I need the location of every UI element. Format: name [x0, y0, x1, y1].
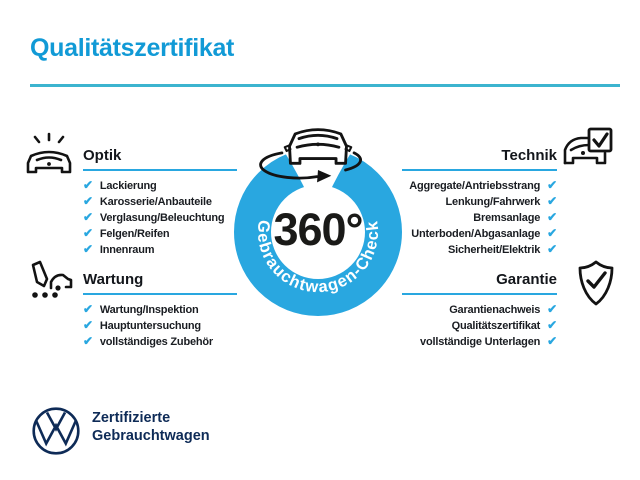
list-item [452, 318, 557, 334]
list-item [473, 210, 557, 226]
item-label: Qualitätszertifikat [451, 320, 541, 332]
item-label: vollständiges Zubehör [99, 336, 214, 348]
section-heading-garantie: Garantie [496, 271, 557, 288]
item-label: Unterboden/Abgasanlage [411, 228, 541, 240]
check-icon: ✔ [547, 242, 557, 256]
page-title: Qualitätszertifikat [30, 34, 235, 62]
360-check-emblem [198, 113, 438, 353]
check-icon: ✔ [547, 210, 557, 224]
ring-label: Gebrauchtwagen-Check [253, 219, 383, 297]
item-label: Karosserie/Anbauteile [99, 196, 212, 208]
list-item [449, 302, 557, 318]
list-item [83, 302, 213, 318]
list-item [446, 194, 557, 210]
wartung-item-list [83, 302, 213, 350]
degree-value: 360° [273, 204, 363, 255]
section-heading-wartung: Wartung [83, 271, 144, 288]
item-label: Lackierung [99, 180, 157, 192]
vw-logo [31, 406, 81, 456]
item-label: Garantienachweis [449, 304, 541, 316]
item-label: Felgen/Reifen [99, 228, 170, 240]
shiny-car-icon [25, 130, 73, 178]
check-icon: ✔ [547, 318, 557, 332]
check-icon: ✔ [83, 318, 93, 332]
check-icon: ✔ [547, 226, 557, 240]
car-checklist-icon [562, 127, 614, 175]
check-icon: ✔ [83, 242, 93, 256]
check-icon: ✔ [547, 194, 557, 208]
check-icon: ✔ [547, 302, 557, 316]
check-icon: ✔ [83, 226, 93, 240]
section-heading-technik: Technik [501, 147, 557, 164]
item-label: Innenraum [99, 244, 155, 256]
check-icon: ✔ [547, 178, 557, 192]
item-label: Sicherheit/Elektrik [447, 244, 541, 256]
item-label: Aggregate/Antriebsstrang [409, 180, 541, 192]
brand-claim-line1: Zertifizierte [92, 410, 171, 426]
item-label: Hauptuntersuchung [99, 320, 201, 332]
list-item [448, 242, 557, 258]
item-label: vollständige Unterlagen [420, 336, 541, 348]
item-label: Bremsanlage [473, 212, 541, 224]
item-label: Verglasung/Beleuchtung [99, 212, 225, 224]
title-divider [30, 84, 620, 87]
list-item [83, 318, 213, 334]
brand-claim [92, 409, 210, 445]
item-label: Lenkung/Fahrwerk [445, 196, 541, 208]
brand-claim-line2: Gebrauchtwagen [92, 428, 210, 444]
service-pen-icon [25, 259, 73, 307]
list-item [420, 334, 557, 350]
check-icon: ✔ [83, 302, 93, 316]
section-heading-optik: Optik [83, 147, 122, 164]
list-item [83, 334, 213, 350]
shield-check-icon [574, 259, 618, 307]
check-icon: ✔ [547, 334, 557, 348]
check-icon: ✔ [83, 194, 93, 208]
check-icon: ✔ [83, 178, 93, 192]
item-label: Wartung/Inspektion [99, 304, 199, 316]
check-icon: ✔ [83, 210, 93, 224]
check-icon: ✔ [83, 334, 93, 348]
